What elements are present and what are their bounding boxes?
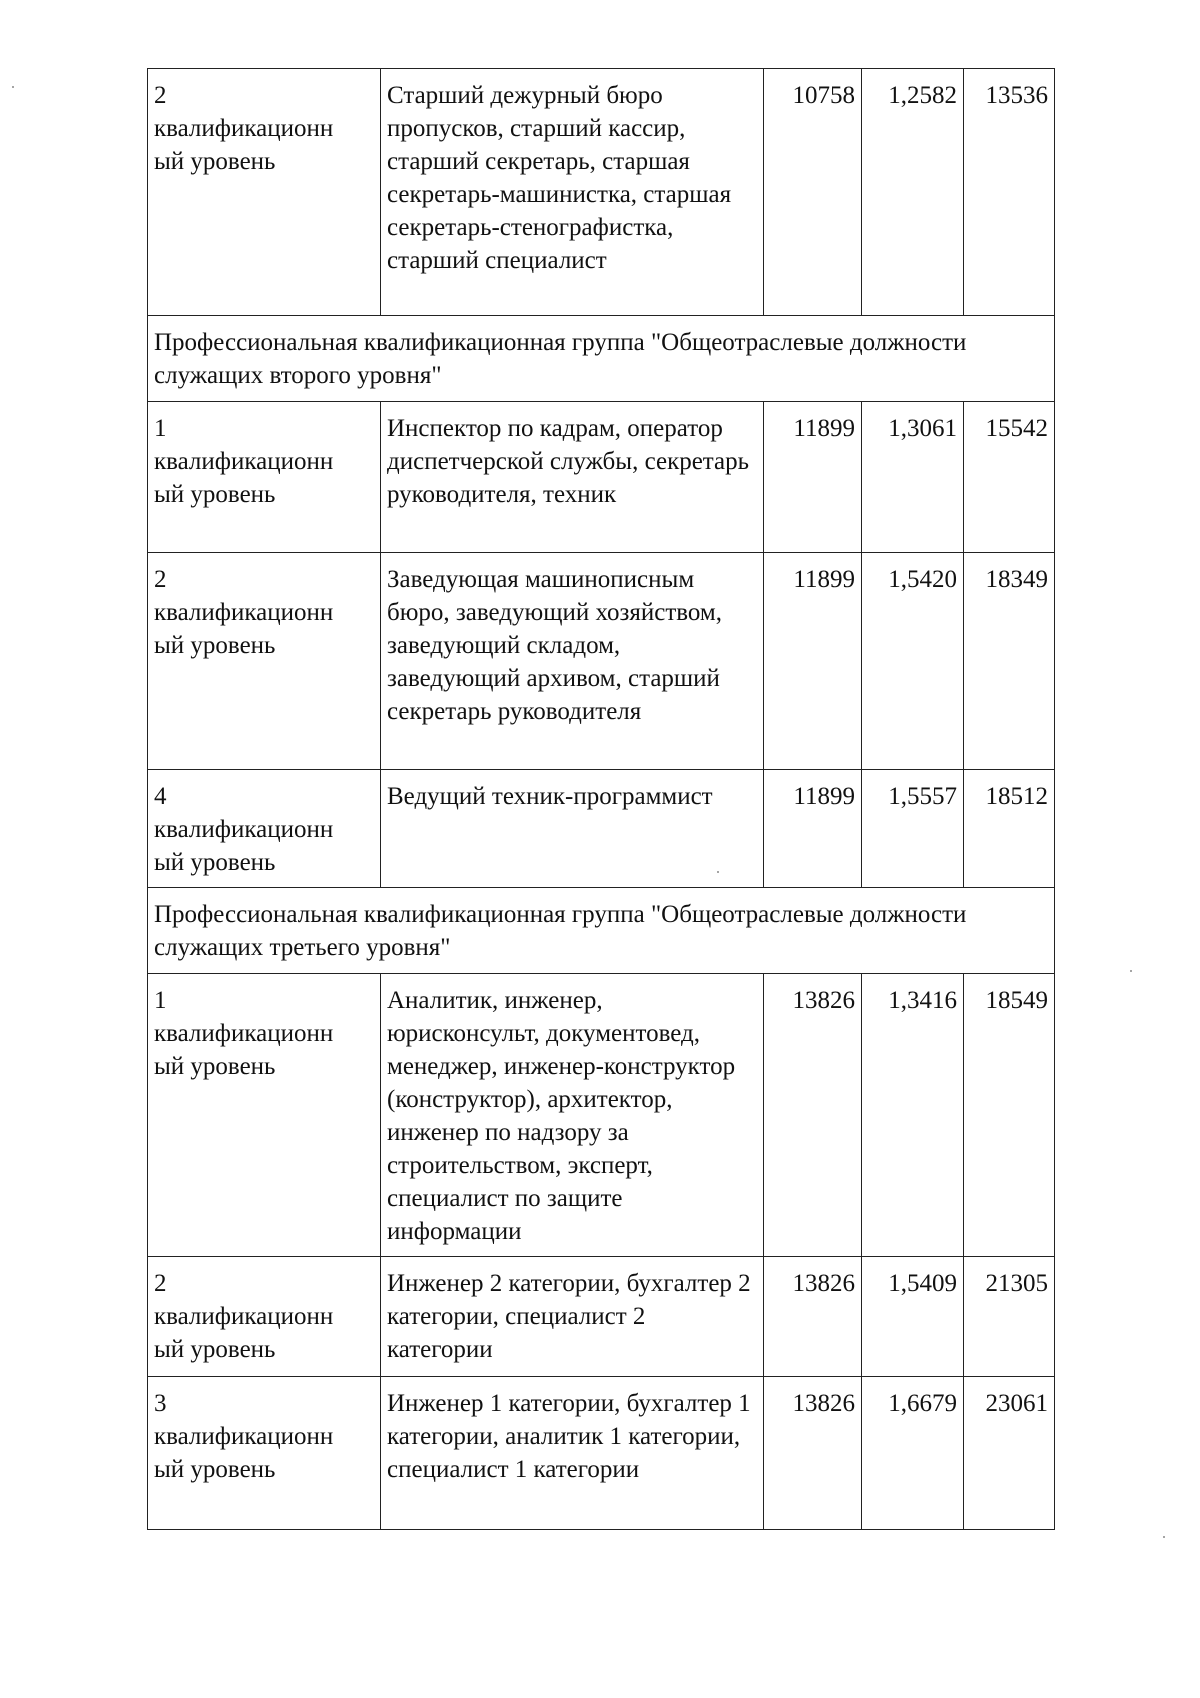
coefficient-cell: 1,2582 bbox=[862, 69, 964, 316]
level-number: 1 bbox=[154, 987, 167, 1014]
level-text-line1: квалификационн bbox=[154, 115, 334, 142]
level-number: 3 bbox=[154, 1390, 167, 1417]
salary-cell: 23061 bbox=[964, 1377, 1055, 1530]
salary-cell: 15542 bbox=[964, 402, 1055, 553]
level-cell bbox=[148, 974, 381, 1257]
base-salary-cell: 13826 bbox=[764, 974, 862, 1257]
table-row bbox=[148, 402, 1055, 553]
coefficient-cell: 1,6679 bbox=[862, 1377, 964, 1530]
level-text-line1: квалификационн bbox=[154, 448, 334, 475]
level-text-line2: ый уровень bbox=[154, 148, 276, 175]
table-row bbox=[148, 1377, 1055, 1530]
salary-cell: 21305 bbox=[964, 1257, 1055, 1377]
salary-table bbox=[147, 68, 1055, 1530]
level-number: 1 bbox=[154, 415, 167, 442]
level-cell bbox=[148, 1377, 381, 1530]
group-title: Профессиональная квалификационная группа "Общеотраслевые должности служащих второго уровня" bbox=[148, 316, 1055, 402]
positions-cell: Аналитик, инженер, юрисконсульт, документовед, менеджер, инженер-конструктор (конструктор), архитектор, инженер по надзору за строительством, эксперт, специалист по защите информации bbox=[381, 974, 764, 1257]
level-text-line1: квалификационн bbox=[154, 599, 334, 626]
table-row bbox=[148, 69, 1055, 316]
coefficient-cell: 1,5409 bbox=[862, 1257, 964, 1377]
level-text-line1: квалификационн bbox=[154, 1423, 334, 1450]
salary-cell: 18512 bbox=[964, 770, 1055, 888]
base-salary-cell: 11899 bbox=[764, 402, 862, 553]
salary-cell: 18549 bbox=[964, 974, 1055, 1257]
scan-speck bbox=[1163, 1536, 1165, 1538]
table-row bbox=[148, 770, 1055, 888]
coefficient-cell: 1,3061 bbox=[862, 402, 964, 553]
coefficient-cell: 1,5420 bbox=[862, 553, 964, 770]
coefficient-cell: 1,3416 bbox=[862, 974, 964, 1257]
coefficient-cell: 1,5557 bbox=[862, 770, 964, 888]
level-text-line2: ый уровень bbox=[154, 1053, 276, 1080]
level-cell bbox=[148, 69, 381, 316]
group-row bbox=[148, 316, 1055, 402]
positions-cell: Старший дежурный бюро пропусков, старший кассир, старший секретарь, старшая секретарь-машинистка, старшая секретарь-стенографистка, старший специалист bbox=[381, 69, 764, 316]
level-text-line2: ый уровень bbox=[154, 632, 276, 659]
scan-speck bbox=[717, 871, 719, 873]
positions-cell: Инженер 1 категории, бухгалтер 1 категории, аналитик 1 категории, специалист 1 категории bbox=[381, 1377, 764, 1530]
level-text-line2: ый уровень bbox=[154, 1336, 276, 1363]
group-title: Профессиональная квалификационная группа "Общеотраслевые должности служащих третьего уровня" bbox=[148, 888, 1055, 974]
table-row bbox=[148, 1257, 1055, 1377]
level-text-line2: ый уровень bbox=[154, 481, 276, 508]
level-cell bbox=[148, 1257, 381, 1377]
level-text-line2: ый уровень bbox=[154, 849, 276, 876]
positions-cell: Инженер 2 категории, бухгалтер 2 категории, специалист 2 категории bbox=[381, 1257, 764, 1377]
level-number: 4 bbox=[154, 783, 167, 810]
table-row bbox=[148, 553, 1055, 770]
level-number: 2 bbox=[154, 1270, 167, 1297]
base-salary-cell: 11899 bbox=[764, 770, 862, 888]
level-text-line2: ый уровень bbox=[154, 1456, 276, 1483]
scan-speck bbox=[12, 86, 14, 88]
level-number: 2 bbox=[154, 566, 167, 593]
group-row bbox=[148, 888, 1055, 974]
positions-cell: Заведующая машинописным бюро, заведующий хозяйством, заведующий складом, заведующий архивом, старший секретарь руководителя bbox=[381, 553, 764, 770]
scan-speck bbox=[1130, 970, 1132, 972]
level-text-line1: квалификационн bbox=[154, 816, 334, 843]
base-salary-cell: 10758 bbox=[764, 69, 862, 316]
positions-cell: Инспектор по кадрам, оператор диспетчерской службы, секретарь руководителя, техник bbox=[381, 402, 764, 553]
level-text-line1: квалификационн bbox=[154, 1020, 334, 1047]
positions-cell: Ведущий техник-программист bbox=[381, 770, 764, 888]
level-cell bbox=[148, 770, 381, 888]
level-number: 2 bbox=[154, 82, 167, 109]
level-cell bbox=[148, 402, 381, 553]
base-salary-cell: 13826 bbox=[764, 1377, 862, 1530]
level-cell bbox=[148, 553, 381, 770]
salary-cell: 18349 bbox=[964, 553, 1055, 770]
salary-cell: 13536 bbox=[964, 69, 1055, 316]
base-salary-cell: 11899 bbox=[764, 553, 862, 770]
base-salary-cell: 13826 bbox=[764, 1257, 862, 1377]
table-row bbox=[148, 974, 1055, 1257]
level-text-line1: квалификационн bbox=[154, 1303, 334, 1330]
